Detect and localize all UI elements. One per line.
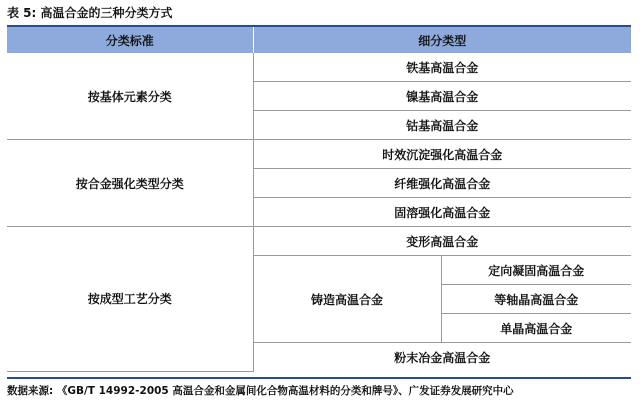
- table-header-row: [7, 27, 631, 53]
- data-source-note: 数据来源: 《GB/T 14992-2005 高温合金和金属间化合物高温材料的分类和牌号》、广发证券发展研究中心: [7, 385, 514, 397]
- subtype-cell: 固溶强化高温合金: [253, 198, 631, 227]
- table-row: [7, 227, 631, 256]
- subtype-cell: 纤维强化高温合金: [253, 169, 631, 198]
- subtype-cell: 铁基高温合金: [253, 53, 631, 82]
- header-subtypes: 细分类型: [253, 27, 631, 53]
- subtype-cell: 钴基高温合金: [253, 111, 631, 140]
- subtype-cell: 粉末冶金高温合金: [394, 350, 491, 365]
- table-row: [7, 53, 631, 82]
- subtype-cell: 等轴晶高温合金: [441, 285, 631, 314]
- subtype-cell: 定向凝固高温合金: [441, 256, 631, 285]
- table-title: 表 5: 高温合金的三种分类方式: [7, 6, 173, 20]
- table-bottom-rule: [7, 377, 631, 379]
- subtype-cell: 镍基高温合金: [253, 82, 631, 111]
- classification-table: [7, 27, 631, 372]
- category-cell: 按基体元素分类: [7, 53, 253, 140]
- subtype-cell: 时效沉淀强化高温合金: [253, 140, 631, 169]
- category-cell: 按成型工艺分类: [7, 227, 253, 372]
- subgroup-cell: 铸造高温合金: [253, 256, 441, 343]
- subtype-cell: 变形高温合金: [253, 227, 631, 256]
- header-classification-standard: 分类标准: [7, 27, 253, 53]
- category-cell: 按合金强化类型分类: [7, 140, 253, 227]
- table-row: [7, 140, 631, 169]
- subtype-cell: 单晶高温合金: [441, 314, 631, 343]
